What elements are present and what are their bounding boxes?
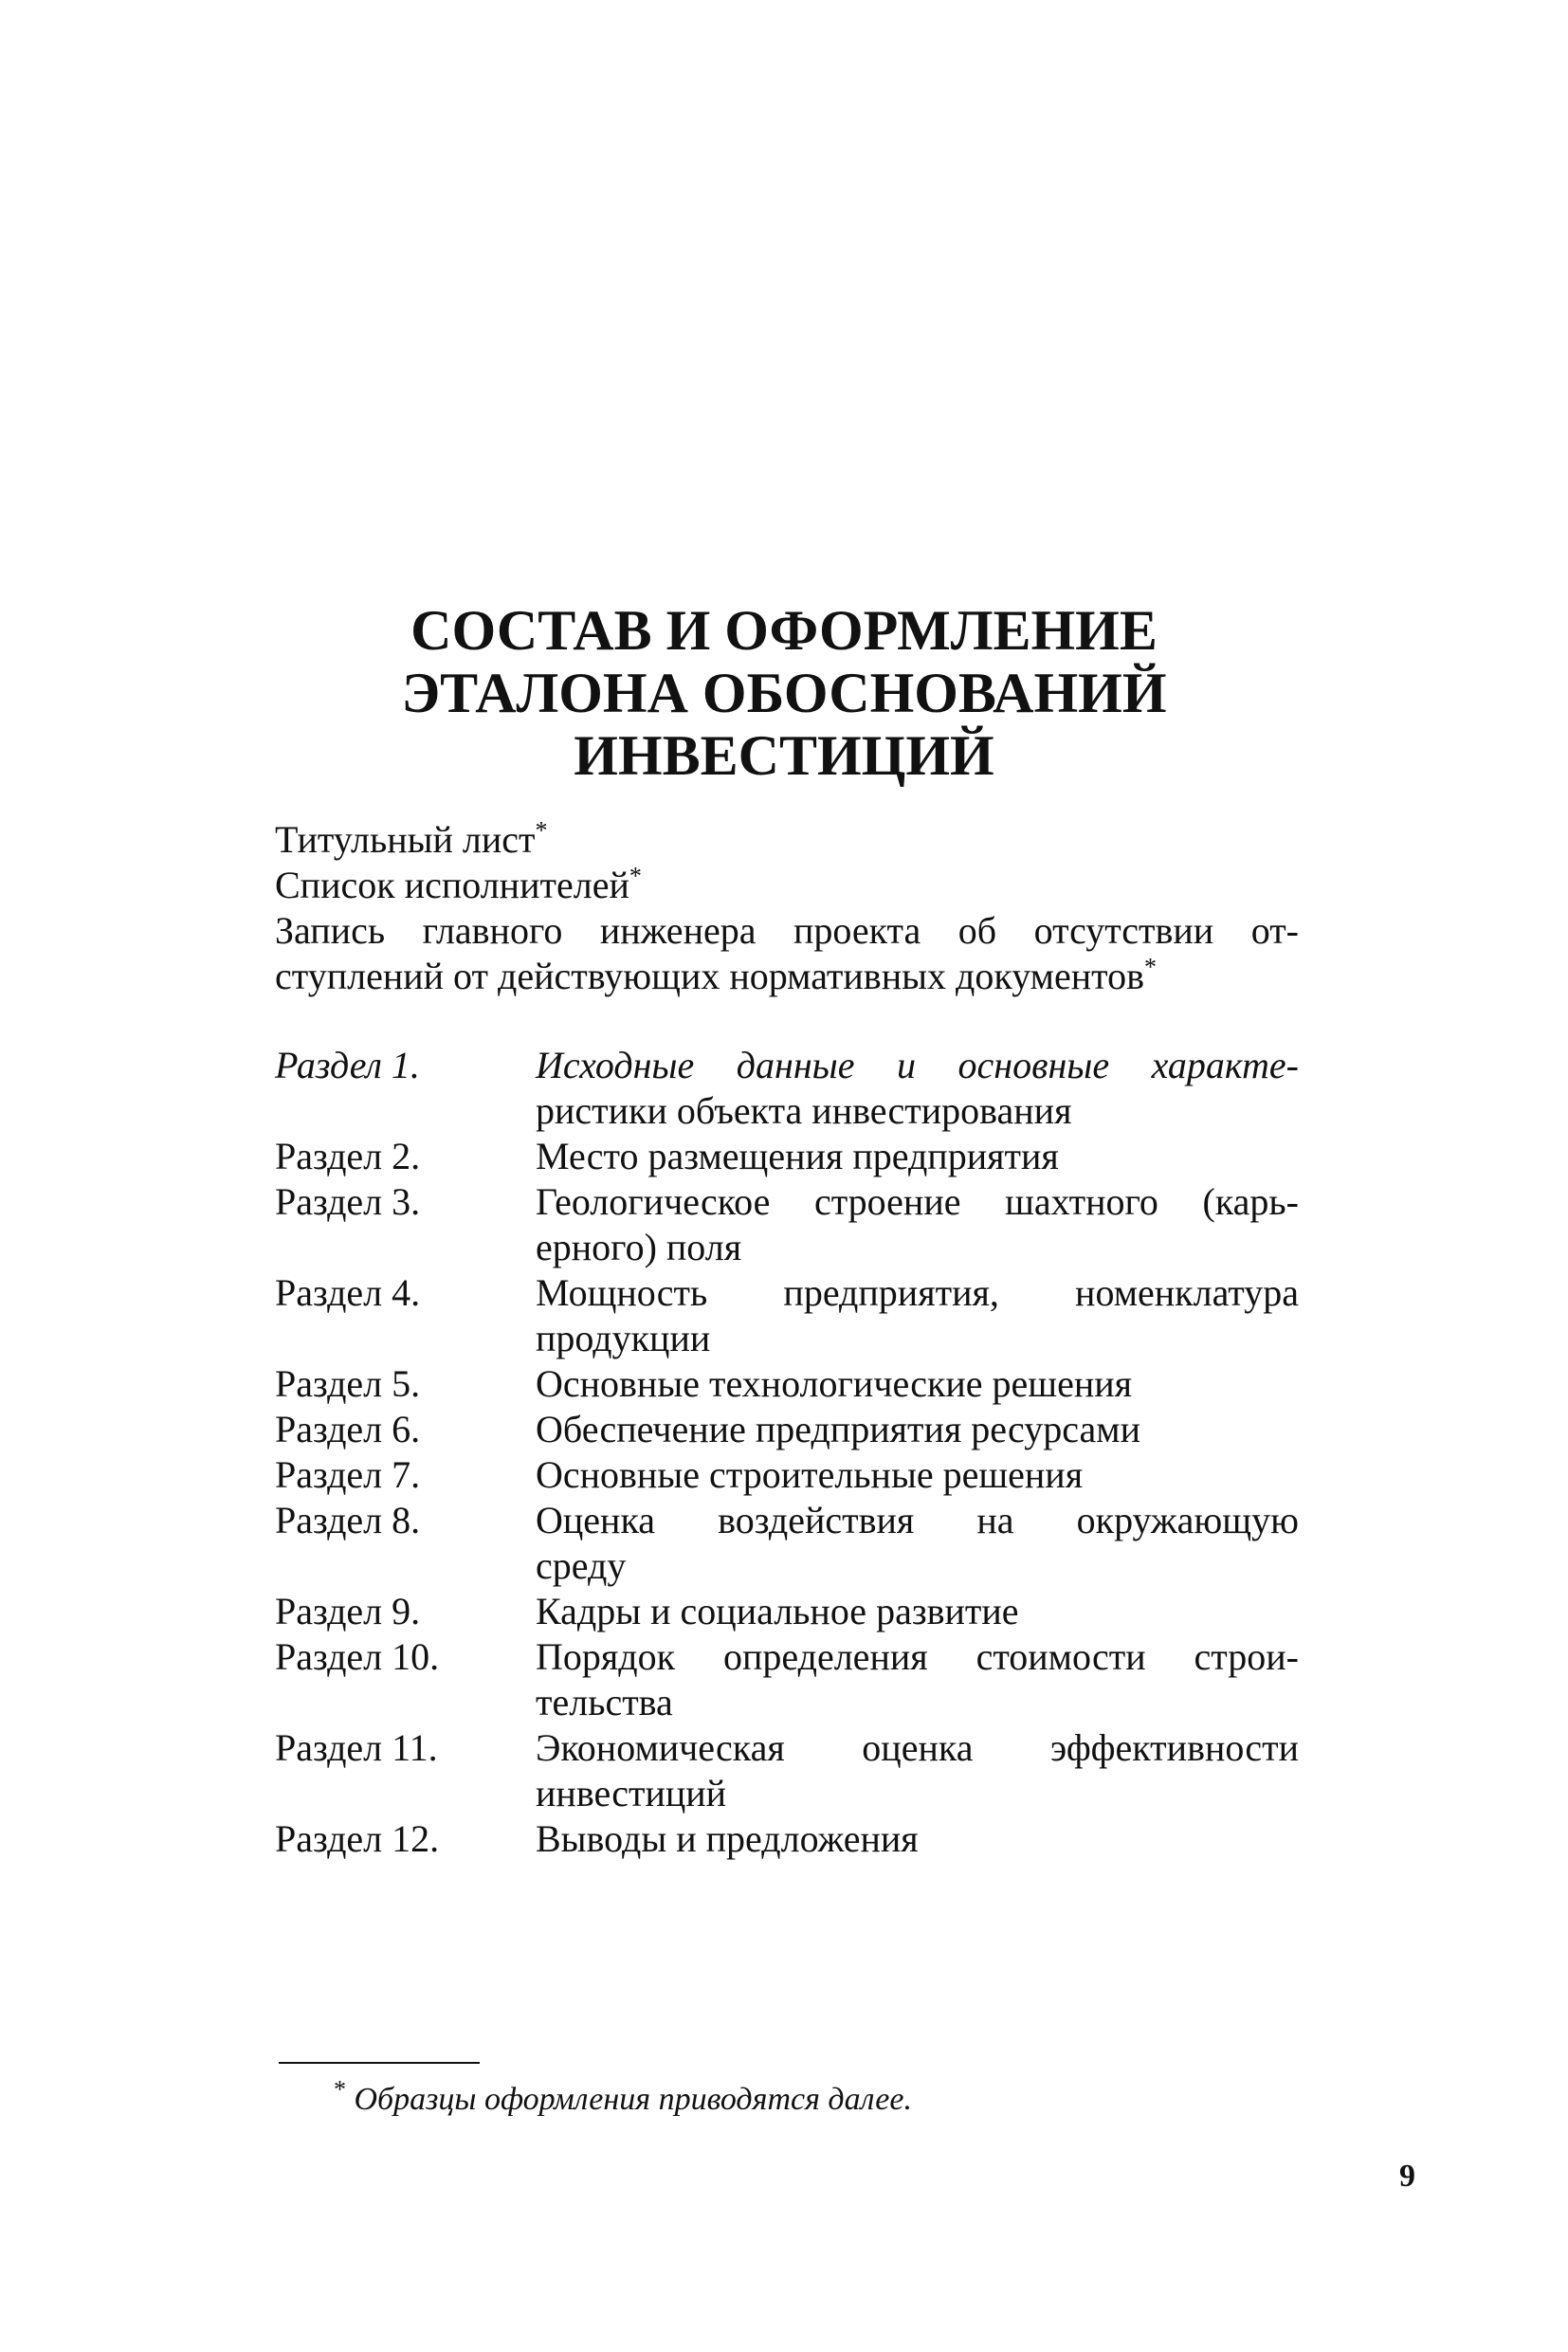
footnote — [334, 2075, 912, 2119]
section-title — [536, 1634, 1299, 1725]
section-title — [536, 1589, 1299, 1634]
title-line-1: СОСТАВ И ОФОРМЛЕНИЕ — [410, 599, 1158, 662]
section-label: Раздел 6. — [275, 1408, 421, 1450]
section-title — [536, 1134, 1299, 1179]
section-row — [275, 1634, 1299, 1725]
section-title-line: Геологическое строение шахтного (карь- — [536, 1180, 1299, 1223]
title-line-2: ЭТАЛОНА ОБОСНОВАНИЙ — [401, 662, 1167, 724]
section-label: Раздел 7. — [275, 1453, 421, 1496]
section-title-line: Исходные данные и основные характе- — [536, 1044, 1299, 1086]
section-row — [275, 1589, 1299, 1634]
section-title-line: Выводы и предложения — [536, 1817, 919, 1860]
section-label: Раздел 10. — [275, 1635, 440, 1678]
section-title-line: Порядок определения стоимости строи- — [536, 1635, 1299, 1678]
section-title — [536, 1407, 1299, 1452]
section-title-line: Основные строительные решения — [536, 1453, 1084, 1496]
section-title-line: Мощность предприятия, номенклатура — [536, 1271, 1299, 1314]
section-label: Раздел 4. — [275, 1271, 421, 1314]
section-row — [275, 1452, 1299, 1498]
section-row — [275, 1725, 1299, 1816]
page-number: 9 — [1399, 2159, 1415, 2194]
intro-item-chief-engineer-line-2 — [275, 954, 1299, 999]
section-title-line: ристики объекта инвестирования — [536, 1089, 1072, 1132]
section-title — [536, 1270, 1299, 1361]
section-title — [536, 1179, 1299, 1270]
section-label: Раздел 11. — [275, 1726, 438, 1769]
footnote-marker: * — [629, 862, 642, 890]
footnote-marker: * — [535, 816, 548, 845]
section-title — [536, 1361, 1299, 1407]
intro-item-performers — [275, 863, 1299, 908]
section-row — [275, 1498, 1299, 1589]
intro-list — [275, 817, 1299, 999]
section-label: Раздел 9. — [275, 1590, 421, 1632]
section-label: Раздел 12. — [275, 1817, 440, 1860]
section-label: Раздел 1. — [275, 1044, 420, 1086]
page-title — [0, 599, 1568, 787]
footnote-marker: * — [1143, 953, 1157, 981]
section-title-line: Оценка воздействия на окружающую — [536, 1499, 1299, 1541]
footnote-divider — [279, 2062, 480, 2064]
intro-item-title-page — [275, 817, 1299, 863]
section-label: Раздел 8. — [275, 1499, 421, 1541]
section-label: Раздел 2. — [275, 1135, 421, 1177]
section-title-line: тельства — [536, 1681, 673, 1723]
section-title-line: продукции — [536, 1317, 711, 1359]
section-title — [536, 1498, 1299, 1589]
section-row — [275, 1361, 1299, 1407]
section-row — [275, 1179, 1299, 1270]
intro-item-text: Титульный лист — [275, 818, 536, 861]
section-title — [536, 1043, 1299, 1134]
intro-item-text: ступлений от действующих нормативных документов — [275, 955, 1144, 997]
section-title — [536, 1816, 1299, 1862]
section-row — [275, 1270, 1299, 1361]
section-title — [536, 1452, 1299, 1498]
footnote-text: Образцы оформления приводятся далее. — [354, 2082, 912, 2117]
section-title-line: Обеспечение предприятия ресурсами — [536, 1408, 1140, 1450]
sections-list — [275, 1043, 1299, 1862]
section-title-line: Кадры и социальное развитие — [536, 1590, 1019, 1632]
section-row — [275, 1043, 1299, 1134]
title-line-3: ИНВЕСТИЦИЙ — [574, 724, 994, 787]
intro-item-chief-engineer-line-1: Запись главного инженера проекта об отсутствии от- — [275, 909, 1299, 952]
section-row — [275, 1407, 1299, 1452]
section-row — [275, 1816, 1299, 1862]
footnote-marker: * — [334, 2075, 346, 2104]
section-title-line: Основные технологические решения — [536, 1362, 1133, 1405]
section-label: Раздел 5. — [275, 1362, 421, 1405]
section-title-line: среду — [536, 1544, 627, 1587]
section-title-line: Место размещения предприятия — [536, 1135, 1059, 1177]
intro-item-text: Список исполнителей — [275, 864, 629, 906]
section-title-line: ерного) поля — [536, 1226, 742, 1268]
section-row — [275, 1134, 1299, 1179]
section-label: Раздел 3. — [275, 1180, 421, 1223]
section-title — [536, 1725, 1299, 1816]
section-title-line: Экономическая оценка эффективности — [536, 1726, 1299, 1769]
section-title-line: инвестиций — [536, 1772, 727, 1814]
